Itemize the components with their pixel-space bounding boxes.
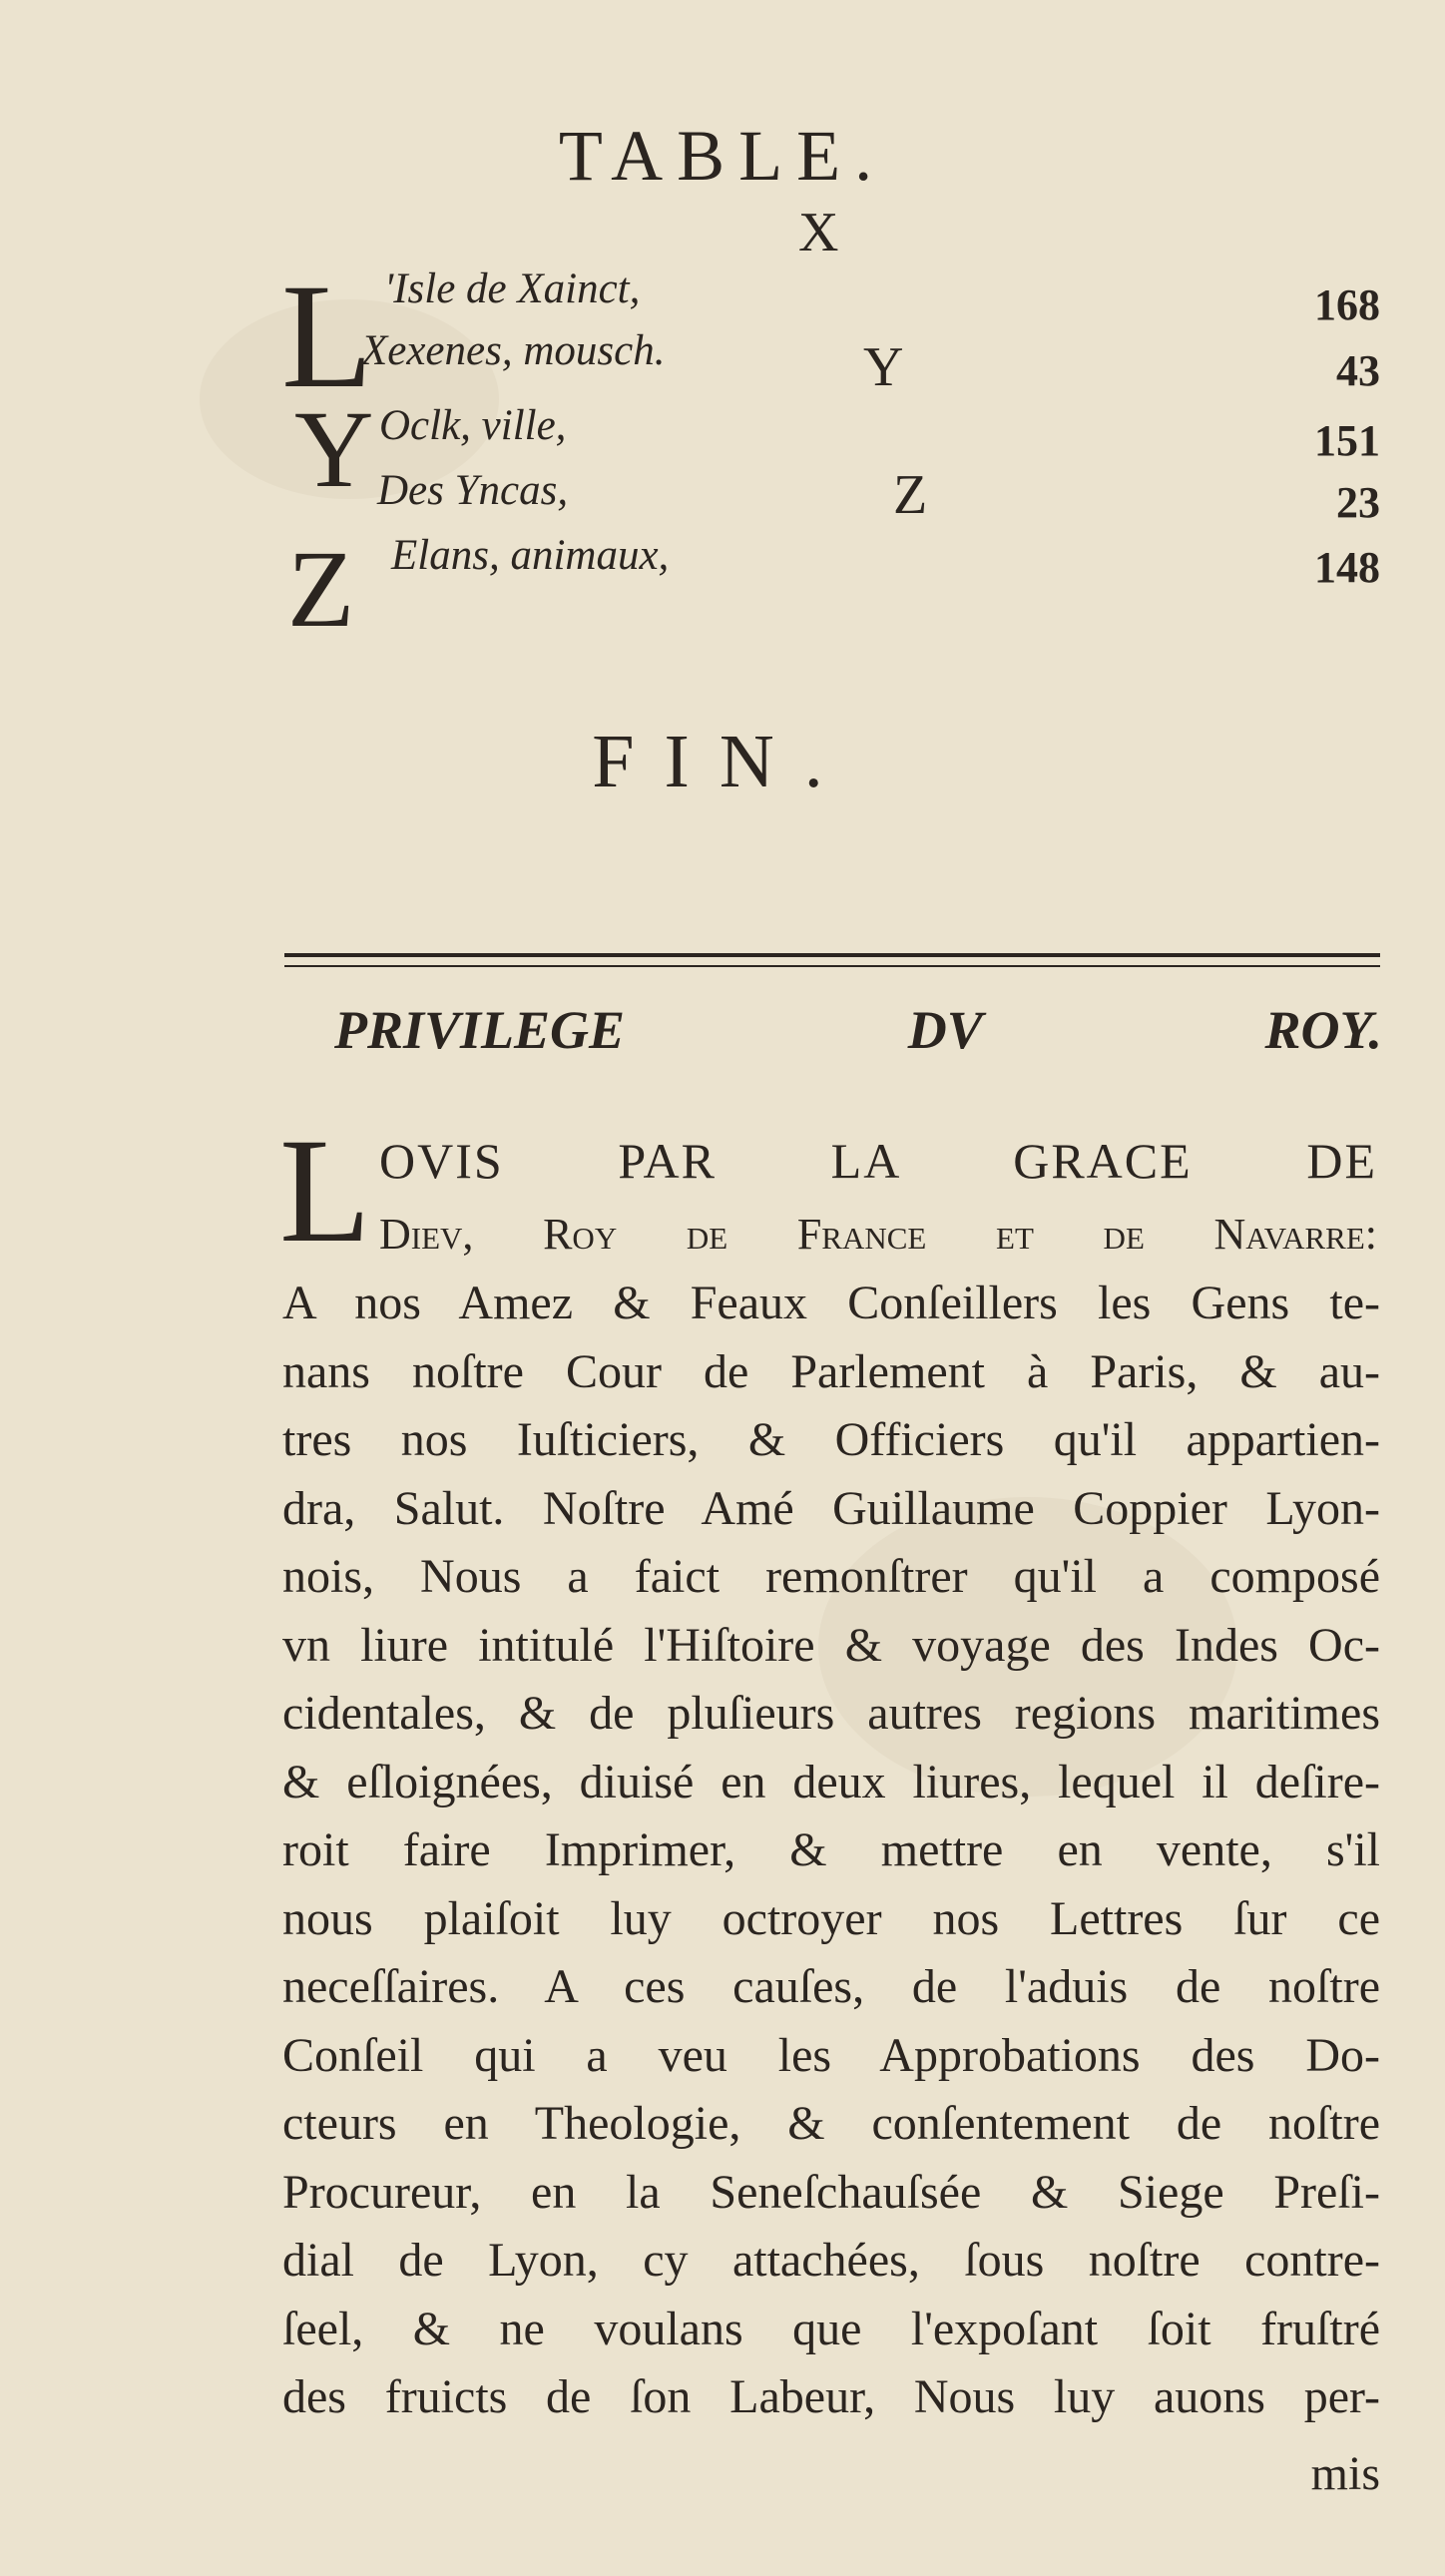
entry-text: Des Yncas, <box>377 467 569 514</box>
entry-text: Xexenes, mousch. <box>361 327 666 374</box>
entry-text: Elans, animaux, <box>391 532 670 579</box>
fin-heading: FIN. <box>592 720 853 803</box>
entry-page: 151 <box>1314 416 1380 465</box>
entry-page: 43 <box>1336 346 1380 395</box>
ornamental-rule <box>284 953 1380 967</box>
entry-page: 148 <box>1314 543 1380 592</box>
text-line: nous plaiſoit luy octroyer nos Lettres ſur ce <box>282 1891 1380 1945</box>
entry-dropcap: L <box>281 254 373 419</box>
text-line: ſeel, & ne voulans que l'expoſant ſoit fruſtré <box>282 2302 1380 2355</box>
catchword: mis <box>1310 2447 1380 2500</box>
text-line: dra, Salut. Noſtre Amé Guillaume Coppier Lyon- <box>282 1481 1380 1535</box>
entry-dropcap: Z <box>287 528 355 650</box>
text-line: neceſſaires. A ces cauſes, de l'aduis de noſtre <box>282 1960 1380 2013</box>
text-line: roit faire Imprimer, & mettre en vente, s'il <box>282 1823 1380 1876</box>
text-line: dial de Lyon, cy attachées, ſous noſtre contre- <box>282 2234 1380 2287</box>
text-line: nois, Nous a faict remonſtrer qu'il a composé <box>282 1550 1380 1603</box>
entry-text: Oclk, ville, <box>379 402 567 449</box>
privilege-royal-line: Diev, Roy de France et de Navarre: <box>379 1210 1377 1259</box>
text-line: & eſloignées, diuisé en deux liures, lequel il deſire- <box>282 1755 1380 1808</box>
text-line: vn liure intitulé l'Hiſtoire & voyage des Indes Oc- <box>282 1618 1380 1672</box>
entry-dropcap: Y <box>294 388 374 510</box>
text-line: nans noſtre Cour de Parlement à Paris, & au- <box>282 1344 1380 1398</box>
text-line: cidentales, & de pluſieurs autres regions maritimes <box>282 1687 1380 1740</box>
privilege-opening-line: OVIS PAR LA GRACE DE <box>379 1133 1377 1189</box>
section-letter-y: Y <box>863 336 904 398</box>
privilege-dropcap: L <box>279 1108 371 1274</box>
entry-page: 168 <box>1314 280 1380 329</box>
privilege-body <box>282 1270 1380 2432</box>
text-line: A nos Amez & Feaux Conſeillers les Gens te- <box>282 1277 1380 1329</box>
text-line: tres nos Iuſticiers, & Officiers qu'il appartien- <box>282 1413 1380 1466</box>
text-line: cteurs en Theologie, & conſentement de noſtre <box>282 2097 1380 2150</box>
text-line: Conſeil qui a veu les Approbations des Do- <box>282 2028 1380 2082</box>
section-letter-z: Z <box>893 464 928 526</box>
entry-text: 'Isle de Xainct, <box>384 265 641 312</box>
entry-page: 23 <box>1336 478 1380 527</box>
table-title: TABLE. <box>558 116 887 196</box>
text-line: Procureur, en la Seneſchauſsée & Siege Preſi- <box>282 2165 1380 2219</box>
section-letter-x: X <box>798 202 839 263</box>
text-line: des fruicts de ſon Labeur, Nous luy auons per- <box>282 2370 1380 2423</box>
privilege-title: PRIVILEGE DV ROY. <box>334 1000 1382 1060</box>
